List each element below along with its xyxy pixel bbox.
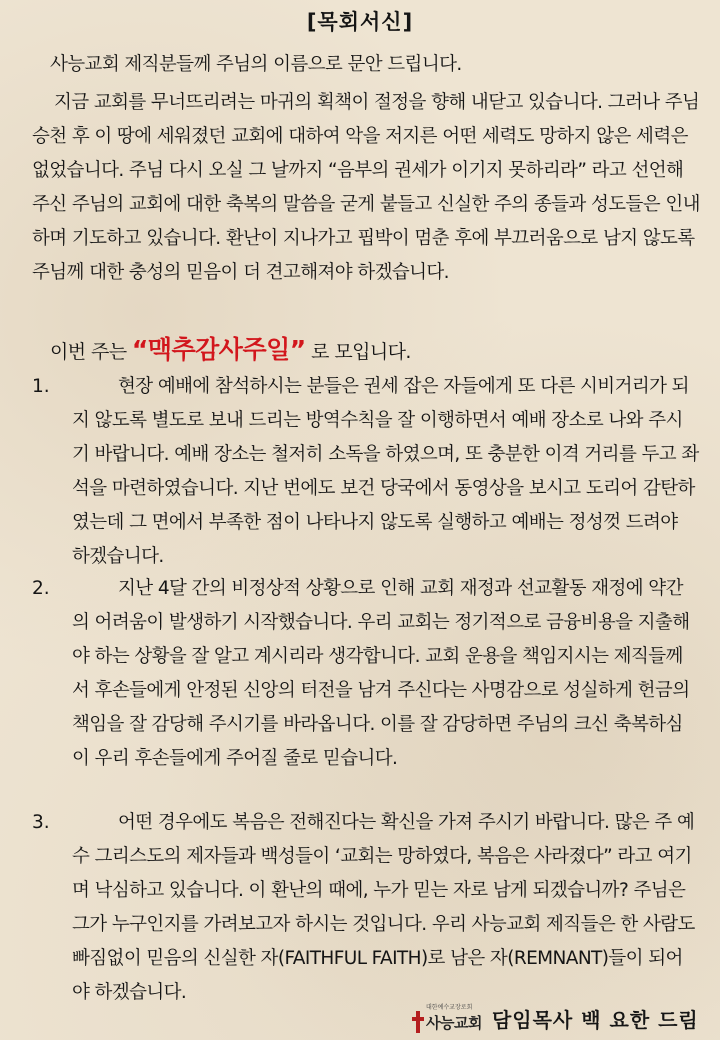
list-item-text: 어떤 경우에도 복음은 전해진다는 확신을 가져 주시기 바랍니다. 많은 주 예수 그리스도의 제자들과 백성들이 ‘교회는 망하였다, 복음은 사라졌다” 라고 여기며 낙심하고 있습니다. 이 환난의 때에, 누가 믿는 자로 남게 되겠습니까? 주님은 그가 누구인지를 가려보고자 하시는 것입니다. 우리 사능교회 제직들은 한 사람도 빠짐없이 믿음의 신실한 자(FAITHFUL FAITH)로 남은 자(REMNANT)들이 되어야 하겠습니다.	[72, 812, 695, 1003]
invite-suffix: 로 모입니다.	[311, 341, 411, 363]
church-logo	[412, 1002, 482, 1033]
list-item-body	[72, 572, 700, 776]
paragraph-1	[32, 86, 702, 290]
list-item-number: 3.	[32, 812, 50, 833]
logo-denomination: 대한예수교장로회	[426, 1004, 473, 1011]
paragraph-1-text: 지금 교회를 무너뜨리려는 마귀의 획책이 절정을 향해 내닫고 있습니다. 그러나 주님 승천 후 이 땅에 세워졌던 교회에 대하여 악을 저지른 어떤 세력도 망하지 않은 세력은 없었습니다. 주님 다시 오실 그 날까지 “음부의 권세가 이기지 못하리라” 라고 선언해 주신 주님의 교회에 대한 축복의 말씀을 굳게 붙들고 신실한 주의 종들과 성도들은 인내하며 기도하고 있습니다. 환난이 지나가고 핍박이 멈춘 후에 부끄러움으로 남지 않도록 주님께 대한 충성의 믿음이 더 견고해져야 하겠습니다.	[32, 92, 700, 283]
invite-highlight: “맥추감사주일”	[131, 335, 306, 364]
invite-line	[50, 330, 411, 366]
list-item-text: 현장 예배에 참석하시는 분들은 권세 잡은 자들에게 또 다른 시비거리가 되지 않도록 별도로 보내 드리는 방역수칙을 잘 이행하면서 예배 장소로 나와 주시기 바랍니다. 예배 장소는 철저히 소독을 하였으며, 또 충분한 이격 거리를 두고 좌석을 마련하였습니다. 지난 번에도 보건 당국에서 동영상을 보시고 도리어 감탄하였는데 그 면에서 부족한 점이 나타나지 않도록 실행하고 예배는 정성껏 드려야 하겠습니다.	[72, 376, 699, 567]
list-item-number: 2.	[32, 578, 50, 599]
logo-church-name: 사능교회	[426, 1014, 482, 1032]
greeting-line: 사능교회 제직분들께 주님의 이름으로 문안 드립니다.	[50, 54, 462, 75]
invite-prefix: 이번 주는	[50, 341, 127, 363]
list-item-number: 1.	[32, 376, 50, 397]
signature-block	[412, 1002, 699, 1033]
logo-text	[426, 1002, 482, 1033]
cross-icon	[412, 1011, 424, 1033]
signature-text: 담임목사 백 요한 드림	[491, 1008, 699, 1032]
list-item-body	[72, 806, 700, 1010]
list-item-body	[72, 370, 700, 574]
letter-title: [목회서신]	[306, 10, 414, 34]
list-item-text: 지난 4달 간의 비정상적 상황으로 인해 교회 재정과 선교활동 재정에 약간의 어려움이 발생하기 시작했습니다. 우리 교회는 정기적으로 금융비용을 지출해야 하는 상황을 잘 알고 계시리라 생각합니다. 교회 운용을 책임지시는 제직들께서 후손들에게 안정된 신앙의 터전을 남겨 주신다는 사명감으로 성실하게 헌금의 책임을 잘 감당해 주시기를 바라옵니다. 이를 잘 감당하면 주님의 크신 축복하심이 우리 후손들에게 주어질 줄로 믿습니다.	[72, 578, 690, 769]
